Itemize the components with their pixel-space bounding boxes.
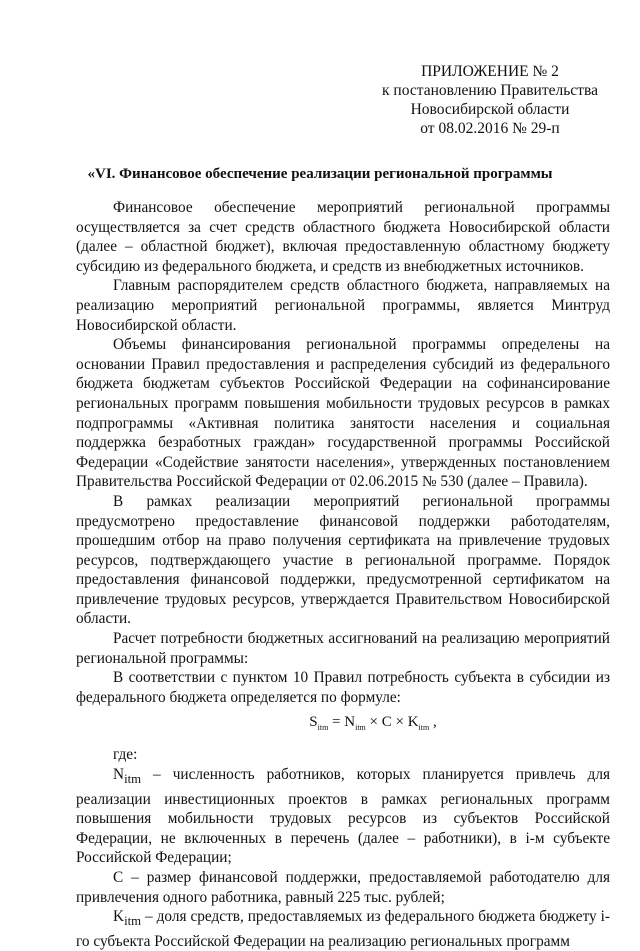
formula-n-sub: itm: [355, 723, 366, 733]
definition-n-sub: itm: [124, 772, 142, 787]
appendix-line-region: Новосибирской области: [410, 101, 570, 118]
appendix-line-date: от 08.02.2016 № 29-п: [420, 120, 560, 137]
appendix-line-resolution: к постановлению Правительства: [382, 82, 598, 99]
definition-c: C – размер финансовой поддержки, предоставляемой работодателю для привлечения одного работника, равный 225 тыс. рублей;: [76, 869, 610, 906]
formula-eq-n: = N: [328, 714, 356, 731]
definition-k: [76, 907, 610, 951]
paragraph-volumes: Объемы финансирования региональной программы определены на основании Правил предоставления и распределения субсидий из федерального бюджета бюджетам субъектов Российской Федерации на софинансирование региональных программ повышения мобильности трудовых ресурсов в рамках подпрограммы «Активная политика занятости населения и социальная поддержка безработных граждан» государственной программы Российской Федерации «Содействие занятости населения», утвержденных постановлением Правительства Российской Федерации от 02.06.2015 № 530 (далее – Правила).: [76, 336, 610, 491]
appendix-header: [380, 62, 600, 138]
paragraph-calculation: Расчет потребности бюджетных ассигнований на реализацию мероприятий региональной программы:: [76, 630, 610, 667]
formula-end: ,: [429, 714, 437, 731]
paragraph-main-manager: Главным распорядителем средств областного бюджета, направляемых на реализацию мероприятий региональной программы, является Минтруд Новосибирской области.: [76, 277, 610, 334]
definition-n-text: – численность работников, которых планируется привлечь для реализации инвестиционных проектов в рамках региональных программ повышения мобильности трудовых ресурсов из субъектов Российской Федерации, не включенных в перечень (далее – работники), в i-м субъекте Российской Федерации;: [76, 766, 610, 867]
definition-k-sub: itm: [124, 914, 142, 929]
formula-k-sub: itm: [418, 723, 430, 733]
formula-c-k: × C × K: [365, 714, 419, 731]
formula-s: S: [309, 714, 318, 731]
paragraph-financing: Финансовое обеспечение мероприятий региональной программы осуществляется за счет средств областного бюджета Новосибирской области (далее – областной бюджет), включая предоставленную областному бюджету субсидию из федерального бюджета, и средств из внебюджетных источников.: [76, 199, 610, 275]
formula: [76, 713, 610, 737]
definition-n: [76, 765, 610, 868]
formula-s-sub: itm: [317, 723, 329, 733]
paragraph-support: В рамках реализации мероприятий региональной программы предусмотрено предоставление финансовой поддержки работодателям, прошедшим отбор на право получения сертификата на привлечение трудовых ресурсов, подтверждающего участие в региональной программе. Порядок предоставления финансовой поддержки, предусмотренной сертификатом на привлечение трудовых ресурсов, утверждается Правительством Новосибирской области.: [76, 492, 610, 628]
where-label: где:: [113, 746, 138, 764]
document-body: [76, 198, 610, 951]
definition-n-symbol: N: [113, 766, 125, 784]
definition-k-text: – доля средств, предоставляемых из федерального бюджета бюджету i-го субъекта Российской Федерации на реализацию региональных программ: [76, 908, 610, 950]
paragraph-formula-intro: В соответствии с пунктом 10 Правил потребность субъекта в субсидии из федерального бюджета определяется по формуле:: [76, 669, 610, 706]
section-heading: «VI. Финансовое обеспечение реализации региональной программы: [87, 166, 553, 182]
appendix-title: ПРИЛОЖЕНИЕ № 2: [421, 63, 559, 80]
definition-k-symbol: K: [113, 908, 125, 926]
